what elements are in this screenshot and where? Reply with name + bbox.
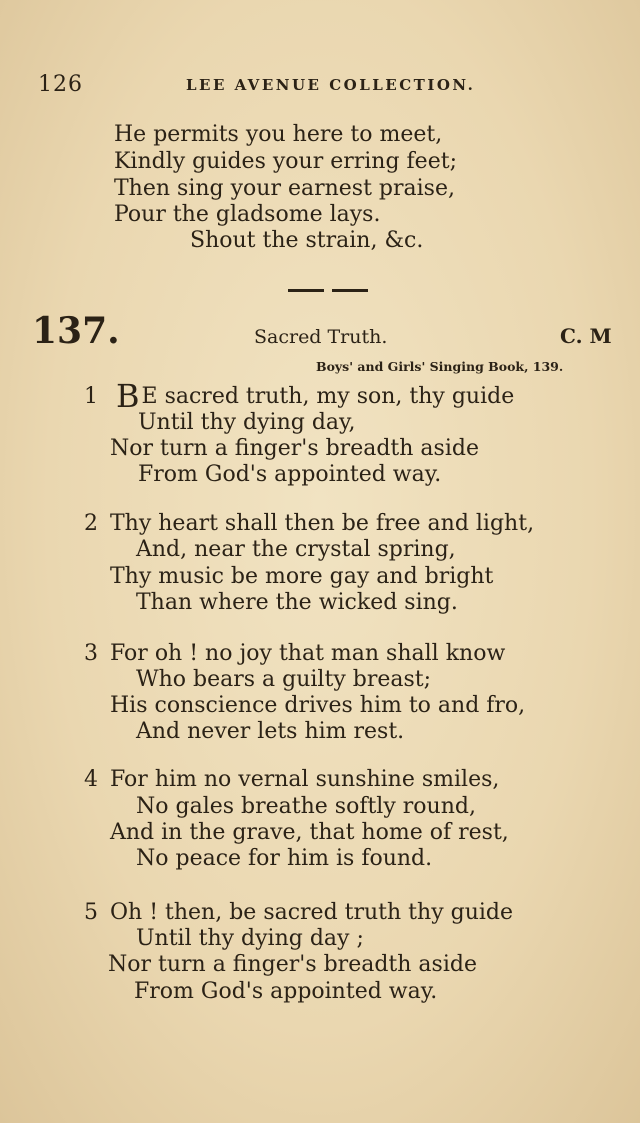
verse-line: He permits you here to meet, [114,122,443,147]
verse-line: No gales breathe softly round, [136,794,476,819]
verse-line: And in the grave, that home of rest, [110,820,509,845]
verse-line: Thy heart shall then be free and light, [110,511,535,536]
verse-number: 2 [84,511,98,536]
verse-line: Until thy dying day, [138,410,356,435]
verse-number: 5 [84,900,98,925]
verse-line: Then sing your earnest praise, [114,176,455,201]
drop-cap: B [116,377,140,415]
page-header [38,72,610,102]
page-number: 126 [38,72,83,97]
verse-line: And never lets him rest. [136,719,405,744]
verse-number: 4 [84,767,98,792]
verse-line: Kindly guides your erring feet; [114,149,457,174]
verse-line: His conscience drives him to and fro, [110,693,526,718]
hymn-number: 137. [32,310,120,352]
verse-line: And, near the crystal spring, [136,537,456,562]
verse-line: Thy music be more gay and bright [110,564,494,589]
verse-line-first: BE sacred truth, my son, thy guide [116,377,515,415]
running-head: LEE AVENUE COLLECTION. [186,76,476,94]
section-divider [288,289,368,292]
verse-line: From God's appointed way. [138,462,442,487]
verse-number: 3 [84,641,98,666]
verse-line: Who bears a guilty breast; [136,667,432,692]
verse-line: From God's appointed way. [134,979,438,1004]
verse-line: Until thy dying day ; [136,926,364,951]
verse-line: Than where the wicked sing. [136,590,458,615]
hymn-meter: C. M [560,324,612,348]
verse-number: 1 [84,384,98,409]
verse-line: Shout the strain, &c. [190,228,424,253]
hymn-title: Sacred Truth. [254,326,388,348]
verse-line: Oh ! then, be sacred truth thy guide [110,900,514,925]
hymn-source: Boys' and Girls' Singing Book, 139. [316,359,564,374]
verse-line: Pour the gladsome lays. [114,202,381,227]
verse-line: Nor turn a finger's breadth aside [110,436,479,461]
verse-line: For oh ! no joy that man shall know [110,641,506,666]
verse-line: Nor turn a finger's breadth aside [108,952,477,977]
verse-line: No peace for him is found. [136,846,433,871]
verse-line: For him no vernal sunshine smiles, [110,767,500,792]
